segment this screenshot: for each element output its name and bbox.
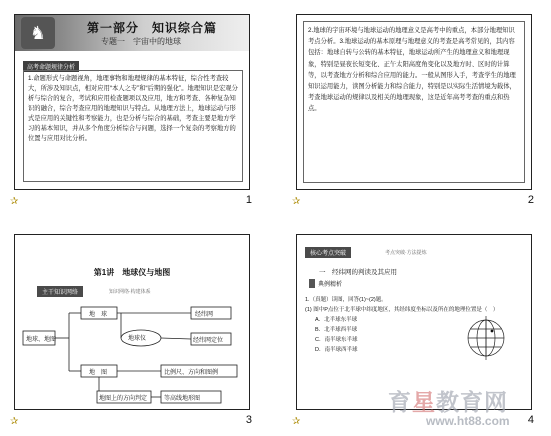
option-c: C．南半球东半球 — [315, 337, 358, 343]
slide-2[interactable] — [286, 4, 542, 210]
section-tag: 核心考点突破 — [305, 247, 351, 258]
slide-frame — [14, 234, 250, 410]
section-heading: 一 经纬网的判读及其应用 — [319, 269, 397, 276]
title-banner — [15, 15, 249, 51]
node-left: 地球、地图 — [26, 337, 57, 343]
watermark-text: 育星教育网 — [388, 389, 508, 415]
node-top: 地 球 — [89, 312, 108, 318]
slide-number: 1 — [245, 194, 252, 206]
option-a: A．北半球东半球 — [315, 317, 358, 323]
option-d: D．南半球西半球 — [315, 347, 358, 353]
node-bottom-left: 地图上的方向判定 — [99, 396, 148, 402]
node-mid-right: 经纬网定位 — [193, 338, 224, 344]
lesson-title: 第1讲 地球仪与地图 — [93, 268, 171, 277]
topic-subtitle: 专题一 宇宙中的地球 — [101, 37, 181, 46]
star-icon: ✰ — [10, 196, 19, 207]
section-tag-hint: 知识网络·构建体系 — [109, 289, 151, 295]
slide-3[interactable] — [4, 224, 260, 430]
section-tag: 高考命题规律分析 — [23, 61, 79, 72]
slide-frame — [14, 14, 250, 190]
slide-number: 4 — [527, 414, 534, 426]
horse-emblem-icon: ♞ — [21, 17, 55, 49]
globe-icon — [465, 315, 507, 361]
question-line: 1.（真题）读图，回答(1)~(2)题。 — [305, 297, 387, 303]
slide-number: 3 — [245, 414, 252, 426]
slide-frame — [296, 14, 532, 190]
concept-map-diagram — [21, 299, 245, 407]
node-bottom-right: 比例尺、方向和图例 — [164, 370, 219, 376]
star-icon: ✰ — [292, 196, 301, 207]
body-text-box: 2.地球的宇宙环境与地球运动的地理意义是高考中的重点，本部分地理知识考点分析。3.地球运动的基本原理与地理意义的考查是高考常见的，其内容包括：地球自转与公转的基本特征，地球运动所产生的地理意义和地理现象，特别是昼夜长短变化、正午太阳高度角变化以及地方时、区时的计算等，以考查地方分析和综合应用的能力。一般从图形入手，考查学生的地理知识运用能力，读图分析能力和综合能力，特别是以实际生活情境为载体，考查地球运动的规律以及相关的地理现象，这是近年高考考查的重点和热点。 — [303, 21, 525, 183]
body-text-box: 1.命题形式与命题视角，地理事物和地理规律的基本特征，综合性考查较大，所涉及知识点，相对应用“本人之专”和“后期的强化”。地理知识是宏观分析与综合的复合，考试和应用检查题项以及应用，地方和考查、各种复杂知识的融合，综合考查应用的地理知识与特点。从地理方法上，地球运动与形式是应用的关键性和考察能力，也是分析与综合的基础，考查主要是地方学习的基本知识，并从多个角度分析综合与问题，选择一个复杂的考察地方的位置与应用对比分析。 — [23, 70, 243, 182]
node-center: 地球仪 — [128, 336, 147, 342]
star-icon: ✰ — [292, 416, 301, 427]
watermark-url: www.ht88.com — [426, 414, 510, 428]
section-tag: 主干知识网络 — [37, 286, 83, 297]
node-bottom-far: 等高线地形图 — [164, 396, 201, 402]
question-line: (1) 图中P点位于北半球中纬度地区，其经纬度坐标以及所在的地理位置是（ ） — [305, 307, 499, 313]
part-title: 第一部分 知识综合篇 — [87, 21, 218, 35]
node-top-right: 经纬网 — [195, 312, 214, 318]
slide-number: 2 — [527, 194, 534, 206]
sub-heading: 典例精析 — [309, 279, 342, 288]
node-bottom: 地 图 — [89, 370, 108, 376]
slide-1[interactable] — [4, 4, 260, 210]
star-icon: ✰ — [10, 416, 19, 427]
section-tag-hint: 考点突破·方法提炼 — [385, 250, 427, 256]
option-b: B．北半球西半球 — [315, 327, 358, 333]
